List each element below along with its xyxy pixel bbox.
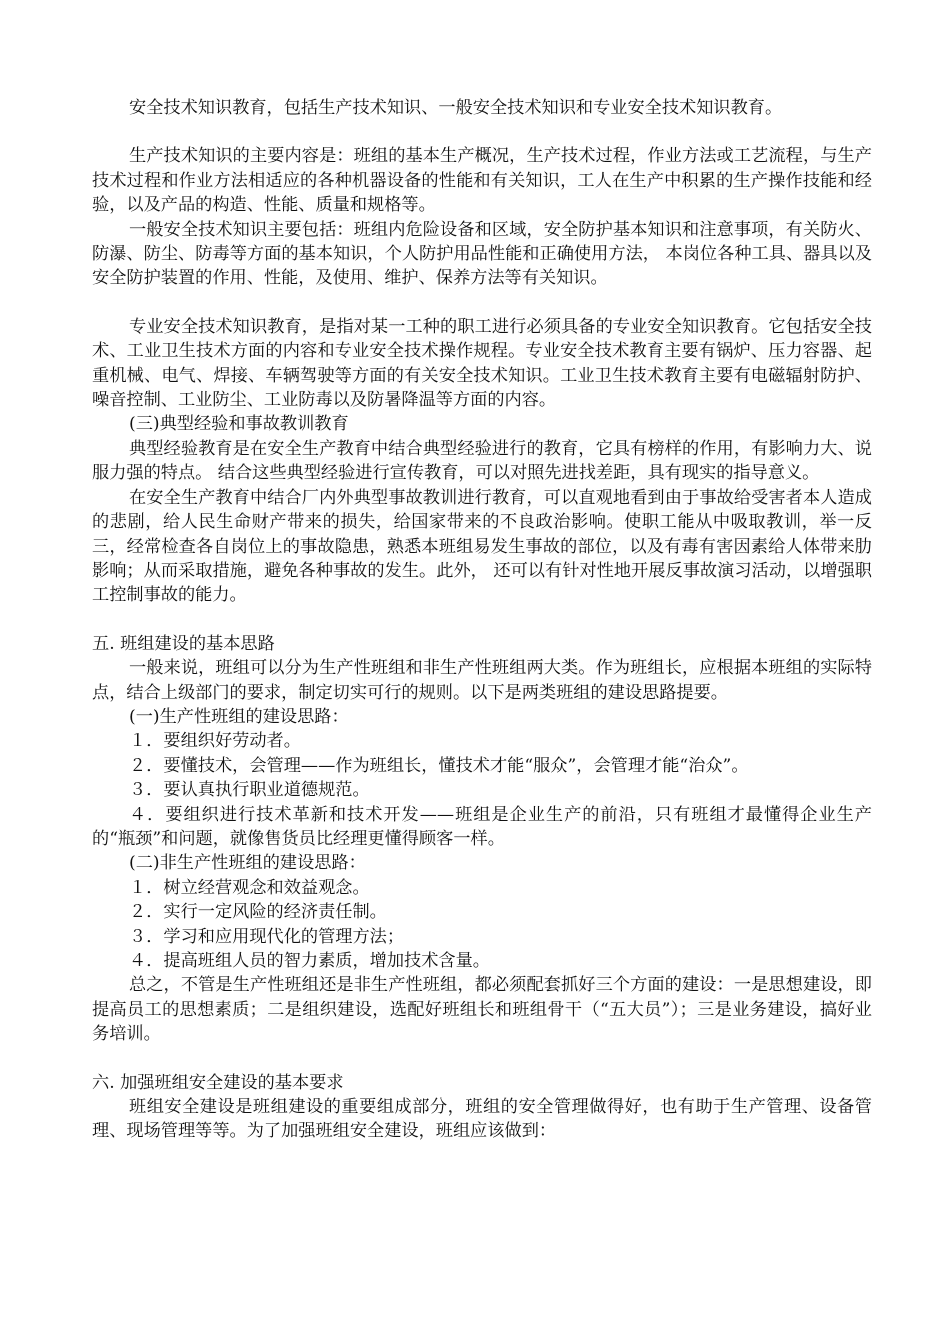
paragraph: 总之，不管是生产性班组还是非生产性班组，都必须配套抓好三个方面的建设：一是思想建设，即提高员工的思想素质；二是组织建设，选配好班组长和班组骨干（“五大员”）；三是业务建设，搞好业务培训。 <box>92 975 872 1045</box>
paragraph-gap <box>92 120 872 144</box>
paragraph: (二)非生产性班组的建设思路： <box>129 853 366 874</box>
paragraph: 生产技术知识的主要内容是：班组的基本生产概况，生产技术过程，作业方法或工艺流程，与生产技术过程和作业方法相适应的各种机器设备的性能和有关知识，工人在生产中积累的生产操作技能和经验，以及产品的构造、性能、质量和规格等。 <box>92 146 872 216</box>
paragraph-gap <box>92 291 872 315</box>
section-heading: 五. 班组建设的基本思路 <box>92 633 275 654</box>
section-heading: 六. 加强班组安全建设的基本要求 <box>92 1072 344 1093</box>
paragraph: ４．提高班组人员的智力素质，增加技术含量。 <box>129 951 490 971</box>
paragraph: ４．要组织进行技术革新和技术开发——班组是企业生产的前沿，只有班组才最懂得企业生产的“瓶颈”和问题，就像售货员比经理更懂得顾客一样。 <box>92 804 872 849</box>
paragraph-gap <box>92 1047 872 1071</box>
document-page <box>92 96 872 1144</box>
paragraph: 安全技术知识教育，包括生产技术知识、一般安全技术知识和专业安全技术知识教育。 <box>129 98 783 118</box>
paragraph: １．要组织好劳动者。 <box>129 731 301 752</box>
paragraph: (三)典型经验和事故教训教育 <box>129 414 349 435</box>
paragraph: １．树立经营观念和效益观念。 <box>129 877 370 898</box>
paragraph: 在安全生产教育中结合厂内外典型事故教训进行教育，可以直观地看到由于事故给受害者本人造成的悲剧，给人民生命财产带来的损失，给国家带来的不良政治影响。使职工能从中吸取教训，举一反三，经常检查各自岗位上的事故隐患，熟悉本班组易发生事故的部位，以及有毒有害因素给人体带来肋影响；从而采取措施，避免各种事故的发生。此外， 还可以有针对性地开展反事故演习活动，以增强职工控制事故的能力。 <box>92 487 872 606</box>
paragraph: 一般安全技术知识主要包括：班组内危险设备和区域，安全防护基本知识和注意事项，有关防火、防瀑、防尘、防毒等方面的基本知识，个人防护用品性能和正确使用方法， 本岗位各种工具、器具以及安全防护装置的作用、性能，及使用、维护、保养方法等有关知识。 <box>92 219 872 289</box>
paragraph: (一)生产性班组的建设思路： <box>129 706 349 727</box>
paragraph: ２．要懂技术，会管理——作为班组长，懂技术才能“服众”，会管理才能“治众”。 <box>129 755 749 776</box>
paragraph: ３．学习和应用现代化的管理方法； <box>129 926 405 947</box>
paragraph: 班组安全建设是班组建设的重要组成部分，班组的安全管理做得好，也有助于生产管理、设备管理、现场管理等等。为了加强班组安全建设，班组应该做到： <box>92 1097 872 1142</box>
paragraph: 典型经验教育是在安全生产教育中结合典型经验进行的教育，它具有榜样的作用，有影响力大、说服力强的特点。 结合这些典型经验进行宣传教育，可以对照先进找差距，具有现实的指导意义。 <box>92 438 872 484</box>
paragraph: 专业安全技术知识教育，是指对某一工种的职工进行必须具备的专业安全知识教育。它包括安全技术、工业卫生技术方面的内容和专业安全技术操作规程。专业安全技术教育主要有锅炉、压力容器、起重机械、电气、焊接、车辆驾驶等方面的有关安全技术知识。工业卫生技术教育主要有电磁辐射防护、噪音控制、工业防尘、工业防毒以及防暑降温等方面的内容。 <box>92 316 872 411</box>
paragraph: ３．要认真执行职业道德规范。 <box>129 780 370 801</box>
paragraph: 一般来说，班组可以分为生产性班组和非生产性班组两大类。作为班组长，应根据本班组的实际特点，结合上级部门的要求，制定切实可行的规则。以下是两类班组的建设思路提要。 <box>92 658 872 703</box>
paragraph: ２．实行一定风险的经济责任制。 <box>129 902 387 923</box>
paragraph-gap <box>92 608 872 632</box>
